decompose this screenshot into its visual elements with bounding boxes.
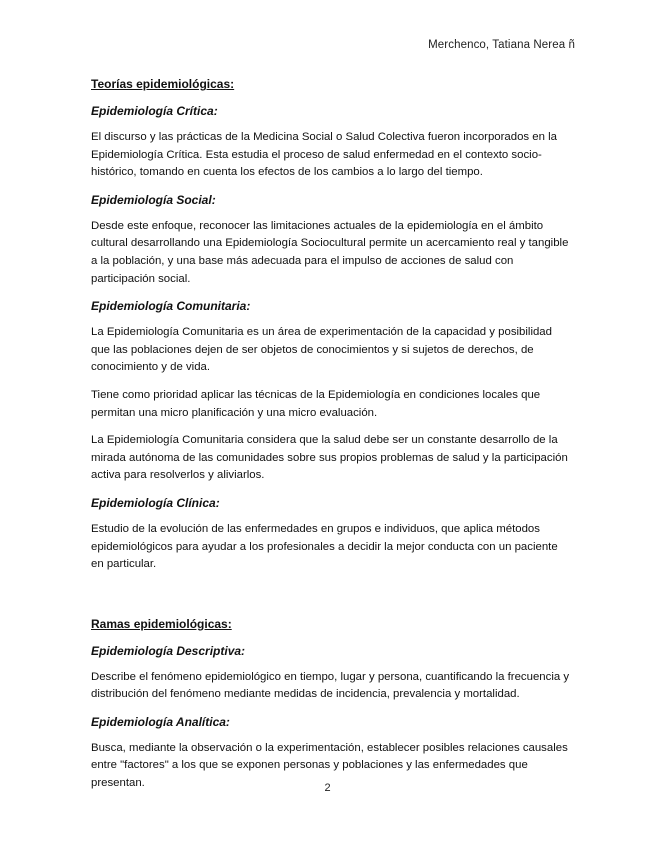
section-title: Ramas epidemiológicas: [91, 616, 232, 631]
subheading-clinica: Epidemiología Clínica: [91, 495, 220, 510]
subheading-social: Epidemiología Social: [91, 192, 216, 207]
subheading-descriptiva: Epidemiología Descriptiva: [91, 643, 246, 658]
paragraph: Desde este enfoque, reconocer las limitaciones actuales de la epidemiología en el ámbito cultural desarrollando una Epidemiología Sociocultural permite un acercamiento real y tangible a la población, y una base más adecuada para el impulso de acciones de salud con participación social. [91, 219, 569, 285]
section-teorias [91, 76, 571, 574]
paragraph: El discurso y las prácticas de la Medicina Social o Salud Colectiva fueron incorporados en la Epidemiología Crítica. Esta estudia el proceso de salud enfermedad en el contexto socio-histórico, tomando en cuenta los efectos de los cambios a lo largo del tiempo. [91, 131, 557, 179]
section-ramas [91, 616, 571, 793]
paragraph: Tiene como prioridad aplicar las técnicas de la Epidemiología en condiciones locales que permitan una micro planificación y una micro evaluación. [91, 388, 541, 419]
subheading-comunitaria: Epidemiología Comunitaria: [91, 299, 251, 314]
page-number: 2 [324, 782, 331, 794]
subheading-analitica: Epidemiología Analítica: [91, 714, 230, 729]
page-content [91, 76, 571, 803]
section-spacer [91, 584, 571, 616]
paragraph: Busca, mediante la observación o la experimentación, establecer posibles relaciones causales entre "factores" a los que se exponen personas y poblaciones y las enfermedades que presentan. [91, 741, 568, 790]
paragraph: La Epidemiología Comunitaria es un área de experimentación de la capacidad y posibilidad que las poblaciones dejen de ser objetos de conocimientos y si sujetos de derechos, de conocimiento y de vida. [91, 326, 552, 374]
paragraph: Describe el fenómeno epidemiológico en tiempo, lugar y persona, cuantificando la frecuencia y distribución del fenómeno mediante medidas de incidencia, prevalencia y mortalidad. [91, 670, 570, 701]
section-title: Teorías epidemiológicas: [91, 77, 235, 91]
paragraph: La Epidemiología Comunitaria considera que la salud debe ser un constante desarrollo de la mirada autónoma de las comunidades sobre sus propios problemas de salud y la participación activa para resolverlos y aliviarlos. [91, 434, 568, 482]
subheading-critica: Epidemiología Crítica: [91, 104, 218, 118]
paragraph: Estudio de la evolución de las enfermedades en grupos e individuos, que aplica métodos epidemiológicos para ayudar a los profesionales a decidir la mejor conducta con un paciente en particular. [91, 522, 558, 571]
header-author: Merchenco, Tatiana Nerea ñ [428, 39, 575, 51]
